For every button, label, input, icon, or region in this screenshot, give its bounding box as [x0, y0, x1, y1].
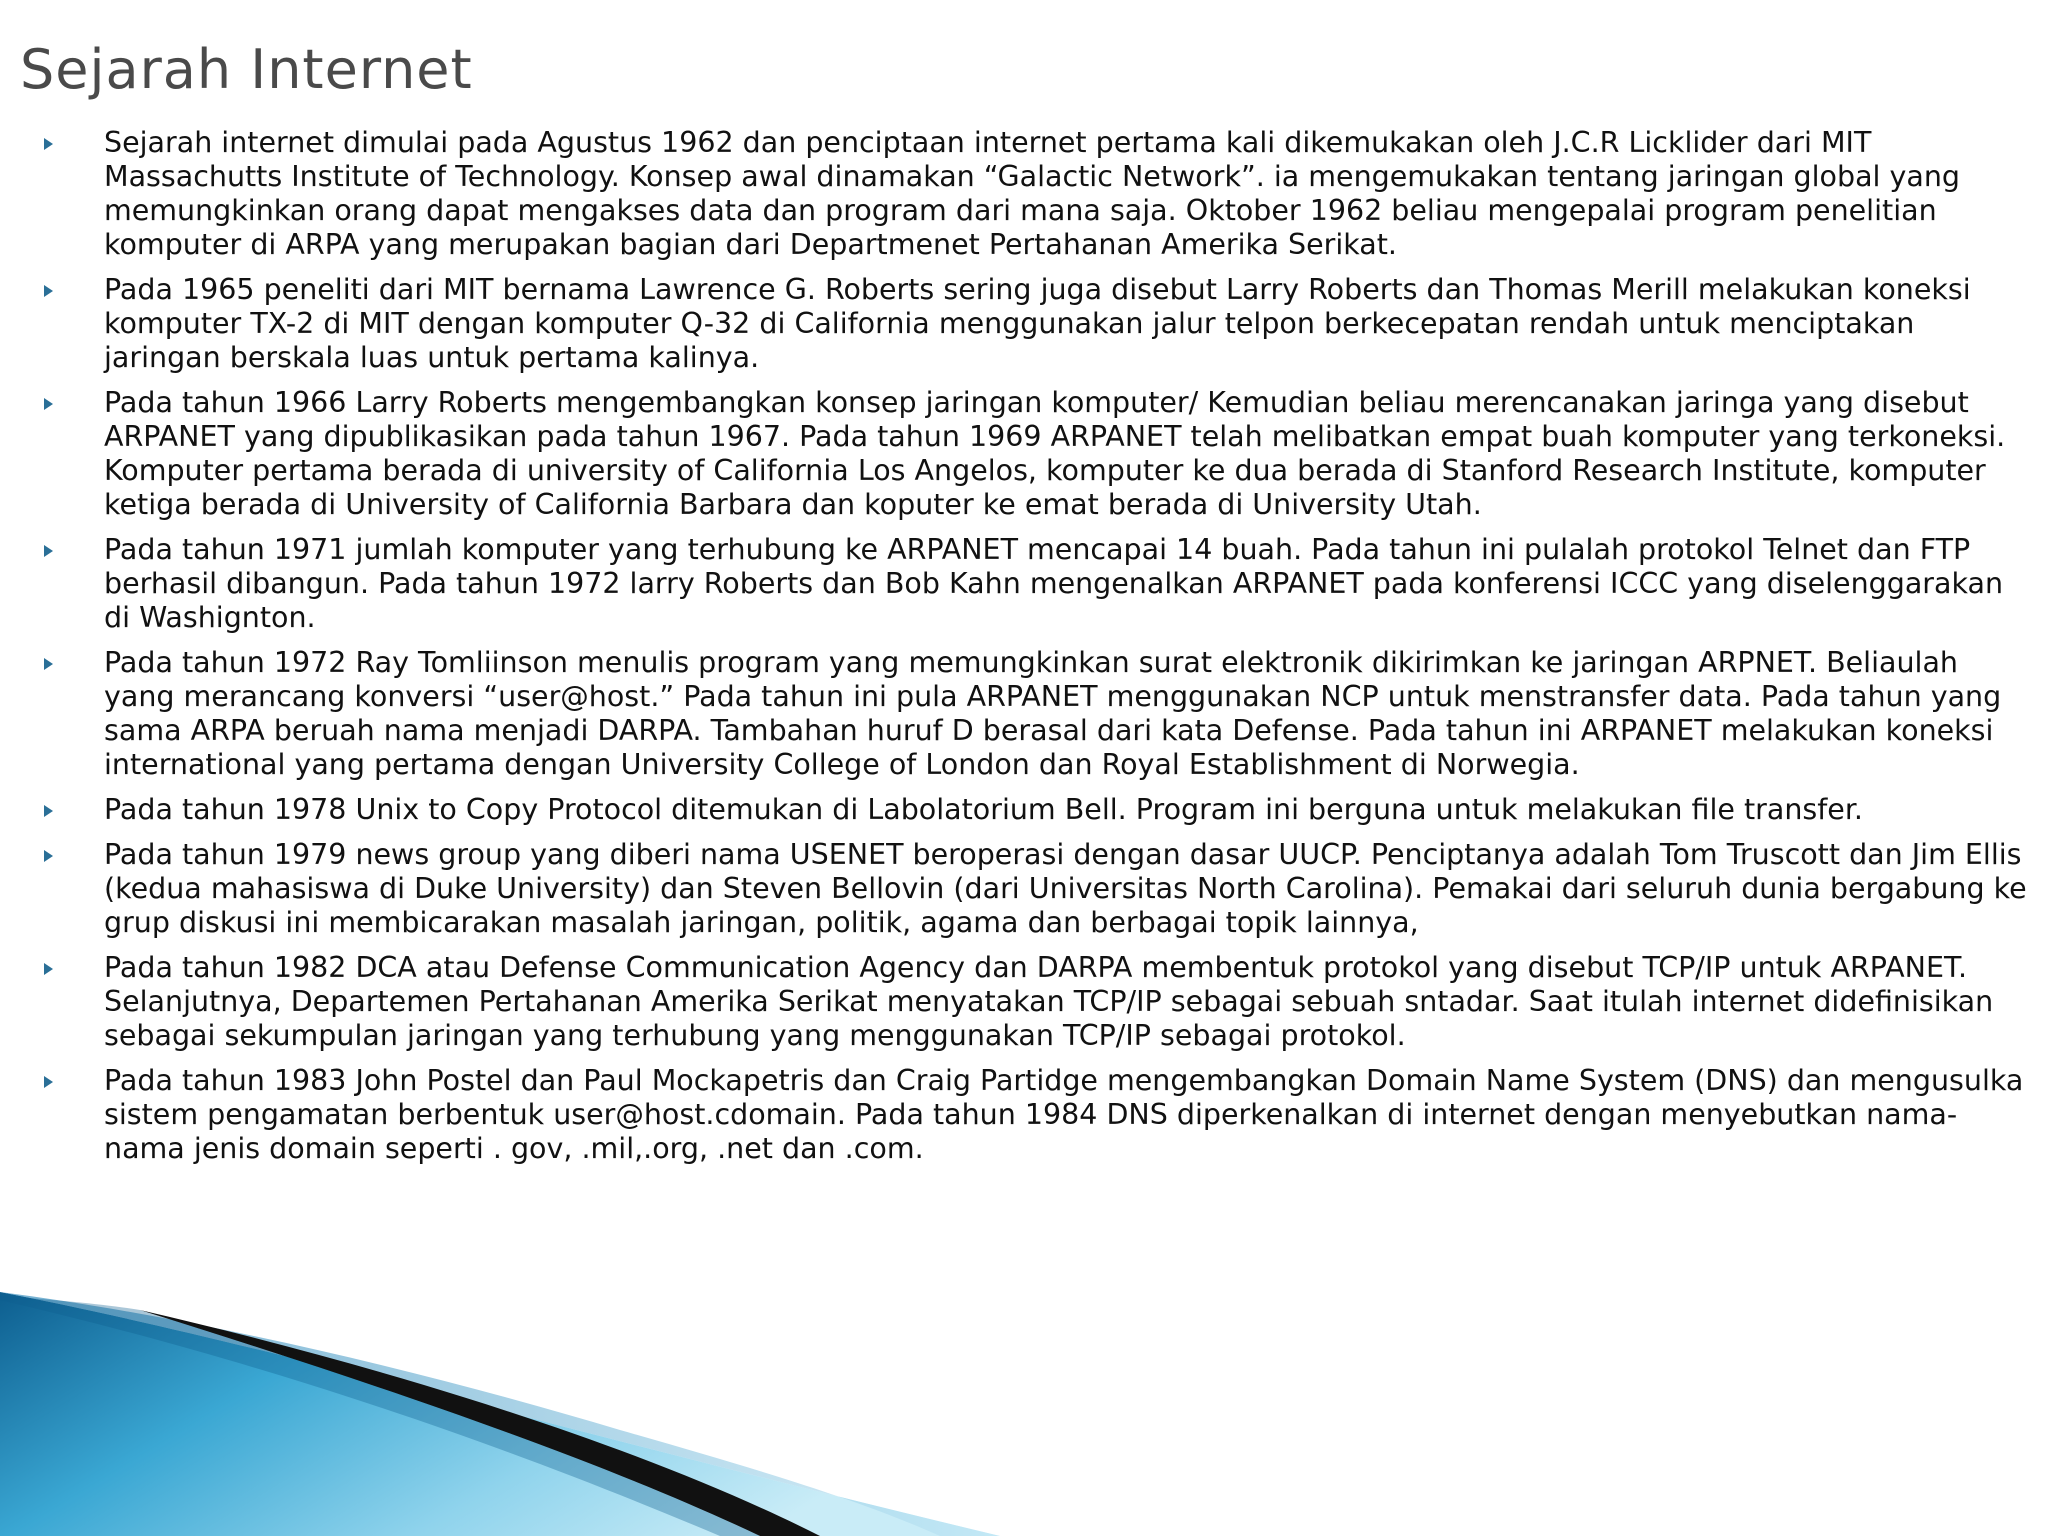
bullet-item	[44, 951, 2034, 1053]
bullet-text: Pada 1965 peneliti dari MIT bernama Lawrence G. Roberts sering juga disebut Larry Roberts dan Thomas Merill melakukan koneksi komputer TX-2 di MIT dengan komputer Q-32 di California menggunakan jalur telpon berkecepatan rendah untuk menciptakan jaringan berskala luas untuk pertama kalinya.	[104, 273, 1971, 374]
bullet-item	[44, 838, 2034, 940]
bullet-list	[44, 126, 2034, 1177]
bullet-text: Pada tahun 1971 jumlah komputer yang terhubung ke ARPANET mencapai 14 buah. Pada tahun ini pulalah protokol Telnet dan FTP berhasil dibangun. Pada tahun 1972 larry Roberts dan Bob Kahn mengenalkan ARPANET pada konferensi ICCC yang diselenggarakan di Washignton.	[104, 533, 2004, 634]
triangle-right-icon	[44, 963, 53, 975]
bullet-text: Pada tahun 1972 Ray Tomliinson menulis program yang memungkinkan surat elektronik dikirimkan ke jaringan ARPNET. Beliaulah yang merancang konversi “user@host.” Pada tahun ini pula ARPANET menggunakan NCP untuk menstransfer data. Pada tahun yang sama ARPA beruah nama menjadi DARPA. Tambahan huruf D berasal dari kata Defense. Pada tahun ini ARPANET melakukan koneksi international yang pertama dengan University College of London dan Royal Establishment di Norwegia.	[104, 646, 2002, 781]
triangle-right-icon	[44, 850, 53, 862]
wave-blue-shape	[0, 1292, 1000, 1536]
triangle-right-icon	[44, 545, 53, 557]
bullet-item	[44, 793, 2034, 827]
bullet-text: Pada tahun 1982 DCA atau Defense Communication Agency dan DARPA membentuk protokol yang disebut TCP/IP untuk ARPANET. Selanjutnya, Departemen Pertahanan Amerika Serikat menyatakan TCP/IP sebagai sebuah sntadar. Saat itulah internet didefinisikan sebagai sekumpulan jaringan yang terhubung yang menggunakan TCP/IP sebagai protokol.	[104, 951, 1994, 1052]
bullet-item	[44, 646, 2034, 782]
bullet-item	[44, 273, 2034, 375]
bullet-text: Pada tahun 1966 Larry Roberts mengembangkan konsep jaringan komputer/ Kemudian beliau merencanakan jaringa yang disebut ARPANET yang dipublikasikan pada tahun 1967. Pada tahun 1969 ARPANET telah melibatkan empat buah komputer yang terkoneksi. Komputer pertama berada di university of California Los Angelos, komputer ke dua berada di Stanford Research Institute, komputer ketiga berada di University of California Barbara dan koputer ke emat berada di University Utah.	[104, 386, 2006, 521]
wave-light-shape	[0, 1292, 1000, 1536]
bullet-text: Pada tahun 1983 John Postel dan Paul Mockapetris dan Craig Partidge mengembangkan Domain Name System (DNS) dan mengusulka sistem pengamatan berbentuk user@host.cdomain. Pada tahun 1984 DNS diperkenalkan di internet dengan menyebutkan nama-nama jenis domain seperti . gov, .mil,.org, .net dan .com.	[104, 1064, 2024, 1165]
wave-black-stripe	[140, 1310, 820, 1536]
bullet-text: Sejarah internet dimulai pada Agustus 1962 dan penciptaan internet pertama kali dikemukakan oleh J.C.R Licklider dari MIT Massachutts Institute of Technology. Konsep awal dinamakan “Galactic Network”. ia mengemukakan tentang jaringan global yang memungkinkan orang dapat mengakses data dan program dari mana saja. Oktober 1962 beliau mengepalai program penelitian komputer di ARPA yang merupakan bagian dari Departmenet Pertahanan Amerika Serikat.	[104, 126, 1960, 261]
bullet-item	[44, 1064, 2034, 1166]
bullet-item	[44, 386, 2034, 522]
triangle-right-icon	[44, 658, 53, 670]
bullet-text: Pada tahun 1979 news group yang diberi nama USENET beroperasi dengan dasar UUCP. Penciptanya adalah Tom Truscott dan Jim Ellis (kedua mahasiswa di Duke University) dan Steven Bellovin (dari Universitas North Carolina). Pemakai dari seluruh dunia bergabung ke grup diskusi ini membicarakan masalah jaringan, politik, agama dan berbagai topik lainnya,	[104, 838, 2027, 939]
slide-title: Sejarah Internet	[20, 38, 473, 101]
triangle-right-icon	[44, 1076, 53, 1088]
bullet-text: Pada tahun 1978 Unix to Copy Protocol ditemukan di Labolatorium Bell. Program ini berguna untuk melakukan file transfer.	[104, 793, 1863, 826]
bullet-item	[44, 533, 2034, 635]
bullet-item	[44, 126, 2034, 262]
wave-dark-stripe	[0, 1296, 760, 1536]
triangle-right-icon	[44, 138, 53, 150]
triangle-right-icon	[44, 285, 53, 297]
triangle-right-icon	[44, 805, 53, 817]
triangle-right-icon	[44, 398, 53, 410]
